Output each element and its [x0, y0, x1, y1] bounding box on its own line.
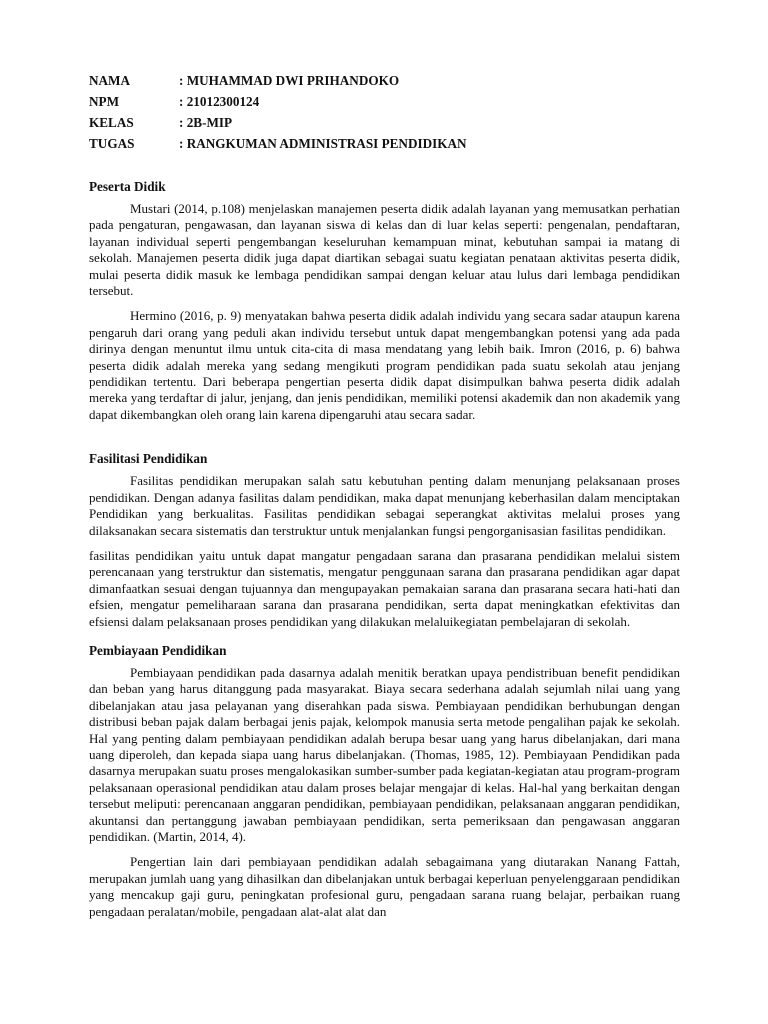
section-heading: Fasilitasi Pendidikan — [89, 451, 208, 467]
paragraph: Pengertian lain dari pembiayaan pendidikan adalah sebagaimana yang diutarakan Nanang Fattah, merupakan jumlah uang yang dihasilkan dan dibelanjakan untuk berbagai keperluan penyelenggaraan pendidikan yang mencakup gaji guru, peningkatan profesional guru, pengadaan sarana ruang belajar, perbaikan ruang pengadaan peralatan/mobile, pengadaan alat-alat alat dan — [89, 854, 680, 919]
paragraph: Pembiayaan pendidikan pada dasarnya adalah menitik beratkan upaya pendistribuan benefit pendidikan dan beban yang harus ditanggung pada masyarakat. Biaya secara sederhana adalah sejumlah nilai uang yang dibelanjakan atau jasa pelayanan yang diserahkan pada siswa. Pembiayaan pendidikan berhubungan dengan distribusi beban pajak dalam berbagai jenis pajak, kelompok manusia serta metode pengalihan pajak ke sekolah. Hal yang penting dalam pembiayaan pendidikan adalah berupa besar uang yang harus dibelanjakan, dari mana uang diperoleh, dan kepada siapa uang harus dibelanjakan. (Thomas, 1985, 12). Pembiayaan Pendidikan pada dasarnya merupakan suatu proses mengalokasikan sumber-sumber pada kegiatan-kegiatan atau program-program pelaksanaan operasional pendidikan atau dalam proses belajar mengajar di kelas. Hal-hal yang berkaitan dengan tersebut meliputi: perencanaan anggaran pendidikan, pembiayaan pendidikan, pelaksanaan anggaran pendidikan, akuntansi dan pertanggung jawaban pembiayaan pendidikan, serta pemeriksaan dan pengawasan anggaran pendidikan. (Martin, 2014, 4). — [89, 664, 680, 844]
header-value: : RANGKUMAN ADMINISTRASI PENDIDIKAN — [179, 136, 467, 151]
header-label: NAMA — [89, 73, 131, 88]
header-row-kelas — [89, 112, 689, 133]
paragraph: fasilitas pendidikan yaitu untuk dapat mangatur pengadaan sarana dan prasarana pendidikan melalui sistem perencanaan yang terstruktur dan sistematis, mengatur penggunaan sarana dan prasarana pendidikan agar dapat dimanfaatkan sesuai dengan tujuannya dan mengupayakan pemakaian sarana dan prasarana secara hati-hati dan efsien, mengatur pemeliharaan sarana dan prasarana pendidikan, serta dapat meningkatkan efektivitas dan efsiensi dalam pelaksanaan proses pendidikan yang dilakukan melaluikegiatan pembelajaran di sekolah. — [89, 547, 680, 629]
section-heading: Peserta Didik — [89, 179, 166, 194]
header-value: : 2B-MIP — [179, 115, 233, 130]
section-peserta-didik — [89, 178, 680, 423]
section-pembiayaan-pendidikan — [89, 642, 680, 920]
header-row-tugas — [89, 133, 689, 154]
section-heading: Pembiayaan Pendidikan — [89, 642, 227, 658]
header-row-nama — [89, 70, 689, 91]
header-value: : MUHAMMAD DWI PRIHANDOKO — [179, 73, 400, 88]
header-label: TUGAS — [89, 136, 135, 151]
section-spacer — [89, 432, 680, 450]
paragraph: Hermino (2016, p. 9) menyatakan bahwa peserta didik adalah individu yang secara sadar ataupun karena pengaruh dari orang yang peduli akan individu tersebut untuk dapat mengembangkan potensi yang ada pada dirinya dengan menuntut ilmu untuk cita-cita di masa mendatang yang lebih baik. Imron (2016, p. 6) bahwa peserta didik adalah mereka yang sedang mengikuti program pendidikan pada suatu sekolah atau jenjang pendidikan tertentu. Dari beberapa pengertian peserta didik dapat disimpulkan bahwa peserta didik adalah mereka yang terdaftar di jalur, jenjang, dan jenis pendidikan, memiliki potensi akademik dan non akademik yang dapat dikembangkan oleh orang lain karena dipengaruhi atau secara sadar. — [89, 308, 680, 422]
paragraph: Mustari (2014, p.108) menjelaskan manajemen peserta didik adalah layanan yang memusatkan perhatian pada pengaturan, pengawasan, dan layanan siswa di kelas dan di luar kelas seperti: pengenalan, pendaftaran, layanan individual seperti pengembangan keseluruhan kemampuan minat, kebutuhan sampai ia matang di sekolah. Manajemen peserta didik juga dapat diartikan sebagai suatu kegiatan penataan aktivitas peserta didik, mulai peserta didik masuk ke lembaga pendidikan sampai dengan keluar atau lulus dari lembaga pendidikan tersebut. — [89, 201, 680, 299]
header-label: NPM — [89, 94, 120, 109]
header-label: KELAS — [89, 115, 134, 130]
header-row-npm — [89, 91, 689, 112]
student-info-header — [89, 70, 689, 154]
paragraph: Fasilitas pendidikan merupakan salah satu kebutuhan penting dalam menunjang pelaksanaan proses pendidikan. Dengan adanya fasilitas dalam pendidikan, maka dapat menunjang keberhasilan dalam menciptakan Pendidikan yang berkualitas. Fasilitas pendidikan sebagai seperangkat aktivitas melalui proses yang dilaksanakan secara sistematis dan terstruktur untuk menjalankan fungsi pengorganisasian fasilitas pendidikan. — [89, 473, 680, 538]
document-body — [89, 178, 680, 929]
section-fasilitasi-pendidikan — [89, 450, 680, 630]
header-value: : 21012300124 — [179, 94, 260, 109]
